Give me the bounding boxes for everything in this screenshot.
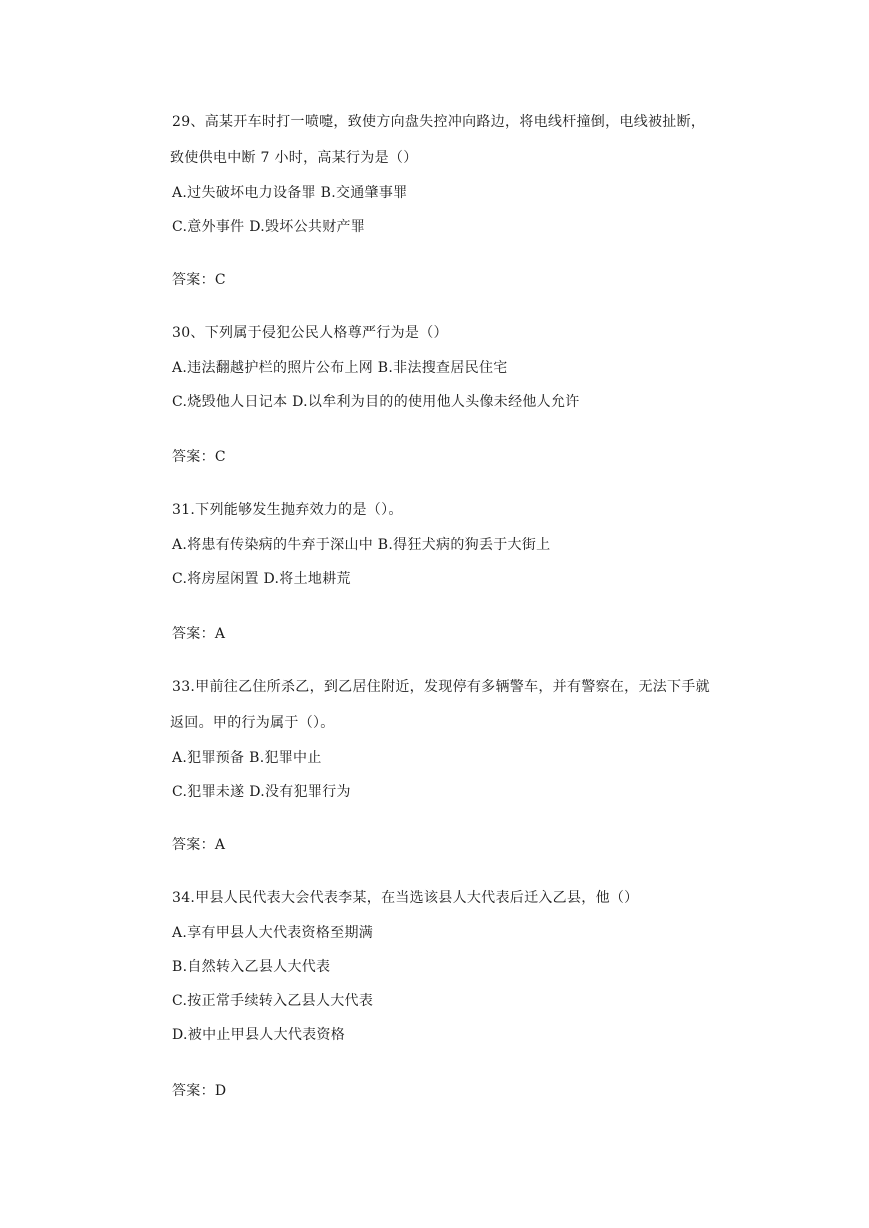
question-stem-line1: 31.下列能够发生抛弃效力的是（）。 (172, 502, 403, 518)
question-stem (172, 669, 747, 741)
question-option: C.犯罪未遂 D.没有犯罪行为 (172, 784, 351, 800)
question-stem-line1: 30、下列属于侵犯公民人格尊严行为是（） (172, 325, 448, 341)
question-option: A.享有甲县人大代表资格至期满 (172, 925, 374, 941)
question-option: A.将患有传染病的牛弃于深山中 B.得狂犬病的狗丢于大街上 (172, 537, 551, 553)
answer-text: 答案：A (172, 626, 226, 642)
question-stem-line2: 致使供电中断 7 小时，高某行为是（） (170, 150, 418, 166)
answer-text: 答案：C (172, 449, 226, 465)
question-stem-line1: 29、高某开车时打一喷嚏，致使方向盘失控冲向路边，将电线杆撞倒，电线被扯断， (172, 114, 706, 130)
question-option: C.烧毁他人日记本 D.以牟利为目的的使用他人头像未经他人允许 (172, 394, 580, 410)
question-option: C.将房屋闲置 D.将土地耕荒 (172, 571, 351, 587)
question-stem-line2: 返回。甲的行为属于（）。 (170, 715, 335, 731)
question-30 (172, 315, 747, 419)
question-stem (172, 104, 747, 176)
answer-text: 答案：D (172, 1083, 227, 1099)
question-option: C.意外事件 D.毁坏公共财产罪 (172, 219, 366, 235)
question-33 (172, 669, 747, 809)
question-stem-line1: 33.甲前往乙住所杀乙，到乙居住附近，发现停有多辆警车，并有警察在，无法下手就 (172, 679, 710, 695)
answer-text: 答案：C (172, 272, 226, 288)
question-stem (172, 880, 747, 916)
question-stem-line1: 34.甲县人民代表大会代表李某，在当选该县人大代表后迁入乙县，他（） (172, 890, 639, 906)
question-option: B.自然转入乙县人大代表 (172, 959, 331, 975)
question-option: A.犯罪预备 B.犯罪中止 (172, 750, 322, 766)
question-stem (172, 315, 747, 351)
question-option: A.违法翻越护栏的照片公布上网 B.非法搜查居民住宅 (172, 360, 508, 376)
question-31 (172, 492, 747, 596)
answer-text: 答案：A (172, 837, 226, 853)
question-29 (172, 104, 747, 244)
question-34 (172, 880, 747, 1052)
question-stem (172, 492, 747, 528)
question-option: A.过失破坏电力设备罪 B.交通肇事罪 (172, 185, 408, 201)
question-option: D.被中止甲县人大代表资格 (172, 1027, 346, 1043)
question-option: C.按正常手续转入乙县人大代表 (172, 993, 374, 1009)
